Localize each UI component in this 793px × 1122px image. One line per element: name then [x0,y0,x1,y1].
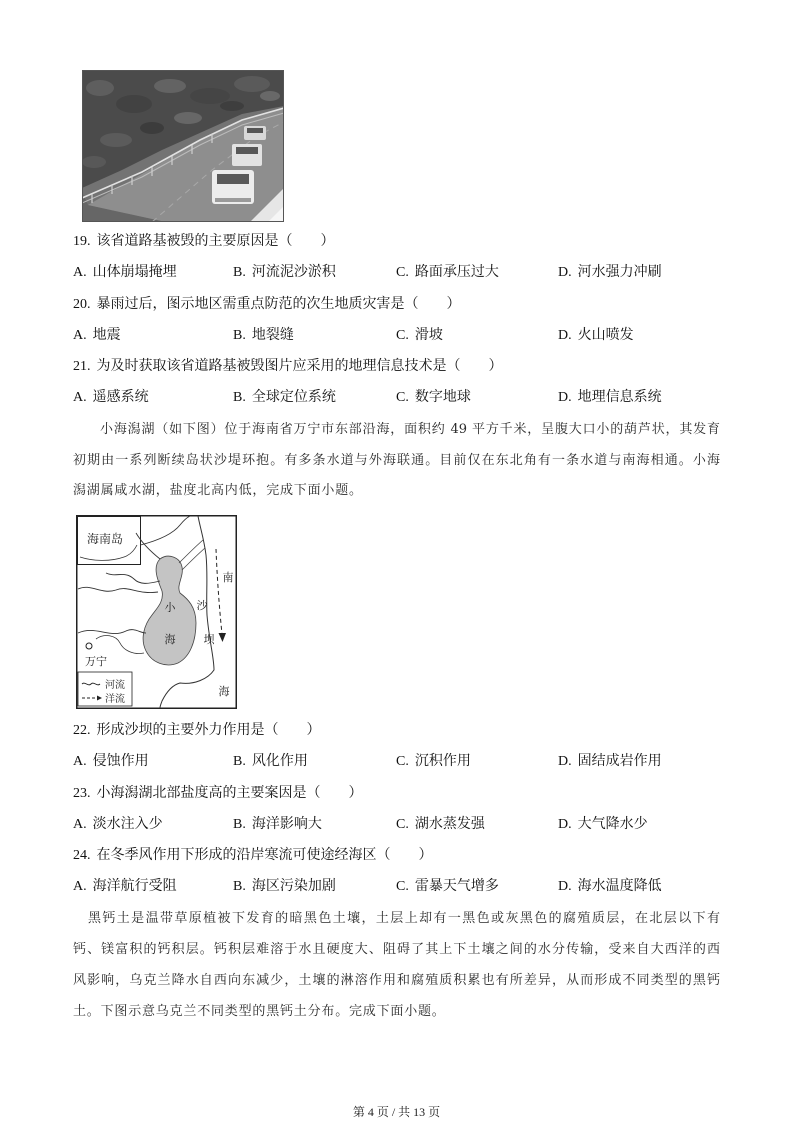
sea-label: 南 [222,571,234,584]
options-22 [0,752,793,772]
passage-chernozem-line: 土。下图示意乌克兰不同类型的黑钙土分布。完成下面小题。 [73,1004,446,1019]
option-label: C. [396,817,409,832]
option-c [396,263,499,283]
option-c [396,752,471,772]
sandbar-label: 坝 [203,633,215,646]
option-text: 地裂缝 [251,328,294,343]
question-number: 24. [73,848,91,863]
question-stem: 为及时获取该省道路基被毁图片应采用的地理信息技术是（ ） [96,359,503,374]
photo-texture-blob [260,91,280,101]
option-label: B. [233,390,246,405]
option-d [558,263,662,283]
photo-vehicle-window [247,128,263,133]
option-text: 地理信息系统 [577,390,662,405]
options-20 [0,326,793,346]
option-text: 风化作用 [251,754,308,769]
question-stem: 暴雨过后，图示地区需重点防范的次生地质灾害是（ ） [96,297,461,312]
option-label: B. [233,328,246,343]
question-stem: 形成沙坝的主要外力作用是（ ） [96,723,321,738]
option-label: D. [558,328,572,343]
option-a [73,752,149,772]
option-text: 遥感系统 [92,390,149,405]
question-number: 19. [73,234,91,249]
option-d [558,752,662,772]
question-19 [73,232,335,252]
option-label: B. [233,265,246,280]
sandbar-label: 沙 [196,599,208,612]
option-b [233,388,336,408]
sea-label: 海 [218,685,230,698]
question-number: 20. [73,297,91,312]
option-text: 河流泥沙淤积 [251,265,336,280]
option-label: A. [73,754,87,769]
question-24 [73,846,433,866]
option-c [396,877,499,897]
option-text: 海洋影响大 [251,817,322,832]
option-d [558,388,662,408]
option-text: 大气降水少 [577,817,648,832]
options-23 [0,815,793,835]
photo-texture-blob [116,95,152,113]
option-label: A. [73,390,87,405]
option-label: D. [558,265,572,280]
inset-label: 海南岛 [87,532,124,546]
option-b [233,877,336,897]
option-c [396,388,471,408]
option-label: D. [558,390,572,405]
option-label: B. [233,817,246,832]
option-text: 海区污染加剧 [251,879,336,894]
passage-chernozem-line: 钙、镁富积的钙积层。钙积层难溶于水且硬度大、阻碍了其上下土壤之间的水分传输，受来自大西洋的西 [73,942,720,957]
passage-chernozem-line: 黑钙土是温带草原植被下发育的暗黑色土壤，土层上却有一黑色或灰黑色的腐殖质层，在北层以下有 [88,911,720,926]
option-c [396,815,485,835]
option-text: 湖水蒸发强 [414,817,485,832]
option-label: D. [558,879,572,894]
option-label: C. [396,390,409,405]
option-text: 地震 [92,328,121,343]
town-marker [86,643,92,649]
question-stem: 在冬季风作用下形成的沿岸寒流可使途经海区（ ） [96,848,433,863]
photo-texture-blob [220,101,244,111]
option-b [233,815,322,835]
photo-texture-blob [234,76,270,92]
option-d [558,877,662,897]
option-label: C. [396,754,409,769]
photo-texture-blob [100,133,132,147]
photo-texture-blob [140,122,164,134]
option-text: 山体崩塌掩埋 [92,265,177,280]
photo-vehicle-window [217,174,249,184]
option-text: 沉积作用 [414,754,471,769]
photo-texture-blob [82,156,106,168]
question-number: 22. [73,723,91,738]
option-label: B. [233,879,246,894]
option-label: D. [558,817,572,832]
question-20 [73,295,461,315]
option-label: D. [558,754,572,769]
option-text: 火山喷发 [577,328,634,343]
option-a [73,388,149,408]
question-22 [73,721,321,741]
question-number: 23. [73,786,91,801]
passage-lagoon-line: 小海潟湖（如下图）位于海南省万宁市东部沿海，面积约 49 平方千米，呈腹大口小的葫芦状，其发育 [100,422,720,437]
option-text: 侵蚀作用 [92,754,149,769]
photo-texture-blob [190,88,230,104]
option-d [558,326,634,346]
option-label: C. [396,328,409,343]
legend-current-label: 洋流 [105,694,125,705]
option-c [396,326,443,346]
option-label: A. [73,265,87,280]
photo-texture-blob [154,79,186,93]
option-label: B. [233,754,246,769]
road-damage-photo [82,70,284,222]
photo-texture-blob [174,112,202,124]
legend-river-label: 河流 [105,680,125,691]
option-text: 路面承压过大 [414,265,499,280]
option-label: A. [73,879,87,894]
option-label: A. [73,328,87,343]
lagoon-map [76,515,237,709]
option-label: A. [73,817,87,832]
options-24 [0,877,793,897]
question-stem: 小海潟湖北部盐度高的主要案因是（ ） [96,786,363,801]
question-21 [73,357,503,377]
option-text: 固结成岩作用 [577,754,662,769]
option-a [73,326,121,346]
option-a [73,815,163,835]
option-text: 河水强力冲刷 [577,265,662,280]
question-23 [73,784,363,804]
option-text: 滑坡 [414,328,443,343]
option-a [73,877,177,897]
photo-vehicle-window [236,147,258,154]
photo-vehicle-bumper [215,198,251,202]
page-indicator: 第 4 页 / 共 13 页 [352,1105,441,1119]
option-text: 海水温度降低 [577,879,662,894]
option-text: 海洋航行受阻 [92,879,177,894]
photo-texture-blob [86,80,114,96]
option-label: C. [396,879,409,894]
option-text: 淡水注入少 [92,817,163,832]
passage-lagoon-line: 初期由一系列断续岛状沙堤环抱。有多条水道与外海联通。目前仅在东北角有一条水道与南海相通。小海 [73,453,720,468]
option-a [73,263,177,283]
option-label: C. [396,265,409,280]
option-b [233,326,294,346]
option-b [233,752,308,772]
lake-label: 海 [164,633,176,646]
option-text: 数字地球 [414,390,471,405]
passage-chernozem-line: 风影响，乌克兰降水自西向东减少，土壤的淋溶作用和腐殖质积累也有所差异，从而形成不同类型的黑钙 [73,973,720,988]
options-21 [0,388,793,408]
town-label: 万宁 [85,655,107,668]
question-stem: 该省道路基被毁的主要原因是（ ） [96,234,335,249]
lake-label: 小 [164,601,176,614]
options-19 [0,263,793,283]
option-d [558,815,648,835]
option-text: 雷暴天气增多 [414,879,499,894]
option-text: 全球定位系统 [251,390,336,405]
option-b [233,263,336,283]
passage-lagoon-line: 潟湖属咸水湖，盐度北高内低，完成下面小题。 [73,483,363,498]
question-number: 21. [73,359,91,374]
